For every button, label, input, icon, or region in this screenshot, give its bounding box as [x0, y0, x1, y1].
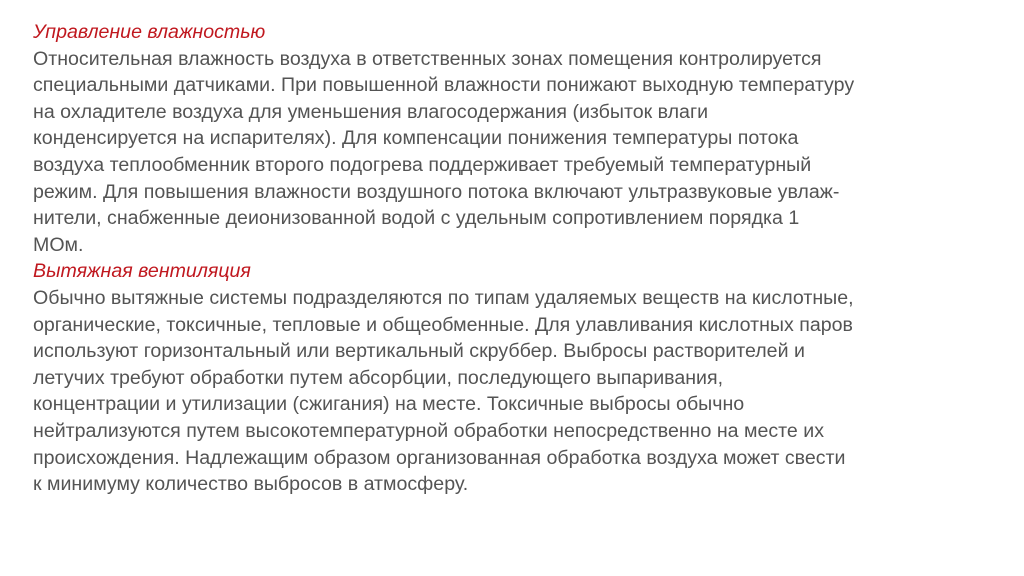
text-line: происхождения. Надлежащим образом организованная обработка воздуха может свести [33, 446, 846, 469]
text-line: нители, снабженные деионизованной водой с удельным сопротивлением порядка 1 [33, 207, 800, 230]
text-line: специальными датчиками. При повышенной влажности понижают выходную температуру [33, 74, 855, 97]
paragraph-exhaust-ventilation [33, 285, 1019, 498]
text-line: летучих требуют обработки путем абсорбции, последующего выпаривания, [33, 366, 724, 389]
section-heading-humidity-control: Управление влажностью [33, 21, 266, 43]
paragraph-humidity-control [33, 46, 1019, 259]
text-line: Относительная влажность воздуха в ответственных зонах помещения контролируется [33, 47, 822, 70]
text-line: воздуха теплообменник второго подогрева поддерживает требуемый температурный [33, 153, 812, 176]
text-line: Обычно вытяжные системы подразделяются по типам удаляемых веществ на кислотные, [33, 286, 854, 309]
text-line: режим. Для повышения влажности воздушного потока включают ультразвуковые увлаж- [33, 180, 840, 203]
slide-content [33, 19, 1019, 498]
text-line: органические, токсичные, тепловые и общеобменные. Для улавливания кислотных паров [33, 313, 853, 336]
text-line: к минимуму количество выбросов в атмосферу. [33, 473, 469, 496]
text-line: на охладителе воздуха для уменьшения влагосодержания (избыток влаги [33, 100, 709, 123]
text-line: используют горизонтальный или вертикальный скруббер. Выбросы растворителей и [33, 340, 805, 363]
section-heading-exhaust-ventilation: Вытяжная вентиляция [33, 260, 251, 283]
text-line: нейтрализуются путем высокотемпературной обработки непосредственно на месте их [33, 419, 825, 442]
text-line: МОм. [33, 233, 84, 256]
text-line: концентрации и утилизации (сжигания) на месте. Токсичные выбросы обычно [33, 393, 745, 416]
text-line: конденсируется на испарителях). Для компенсации понижения температуры потока [33, 127, 799, 150]
